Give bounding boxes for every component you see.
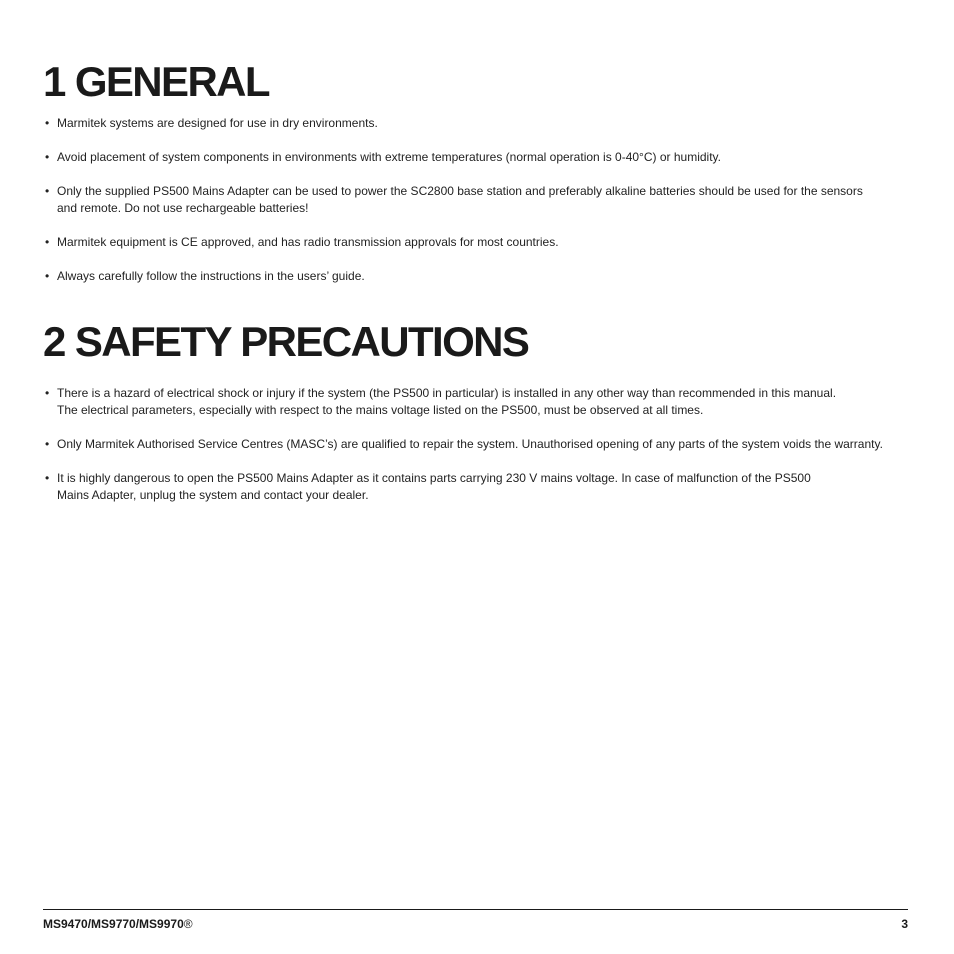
- bullet-icon: •: [45, 235, 50, 249]
- list-item-text: There is a hazard of electrical shock or injury if the system (the PS500 in particular) is installed in any other way than recommended in this manual.: [57, 386, 837, 400]
- list-item: [45, 385, 925, 419]
- list-item-text: Always carefully follow the instructions in the users’ guide.: [57, 269, 365, 283]
- page-number: 3: [901, 917, 908, 931]
- list-item-text: Only the supplied PS500 Mains Adapter can be used to power the SC2800 base station and preferably alkaline batteries should be used for the sensors: [57, 184, 863, 198]
- bullet-icon: •: [45, 116, 50, 130]
- footer-model-name: [43, 916, 193, 932]
- list-item: [45, 183, 925, 217]
- footer-divider: [43, 909, 908, 910]
- bullet-icon: •: [45, 269, 50, 283]
- registered-mark: ®: [183, 917, 193, 931]
- list-item-text: It is highly dangerous to open the PS500 Mains Adapter as it contains parts carrying 230 V mains voltage. In case of malfunction of the PS500: [57, 471, 811, 485]
- list-item-text: Only Marmitek Authorised Service Centres (MASC’s) are qualified to repair the system. Unauthorised opening of any parts of the system voids the warranty.: [57, 437, 883, 451]
- list-item: [45, 436, 925, 453]
- bullet-icon: •: [45, 184, 50, 198]
- list-item-text: Mains Adapter, unplug the system and contact your dealer.: [57, 488, 369, 502]
- section-heading-safety-precautions: 2 SAFETY PRECAUTIONS: [43, 318, 529, 365]
- list-item-text: Marmitek systems are designed for use in dry environments.: [57, 116, 378, 130]
- bullet-icon: •: [45, 386, 50, 400]
- list-item-text: and remote. Do not use rechargeable batteries!: [57, 201, 309, 215]
- list-item-text: Avoid placement of system components in environments with extreme temperatures (normal operation is 0-40°C) or humidity.: [57, 150, 721, 164]
- list-item: [45, 115, 925, 132]
- list-item-text: The electrical parameters, especially with respect to the mains voltage listed on the PS500, must be observed at all times.: [57, 403, 704, 417]
- list-item: [45, 149, 925, 166]
- list-item: [45, 234, 925, 251]
- bullet-icon: •: [45, 437, 50, 451]
- general-bullet-list: [45, 115, 925, 302]
- bullet-icon: •: [45, 471, 50, 485]
- safety-bullet-list: [45, 385, 925, 521]
- section-heading-general: 1 GENERAL: [43, 58, 269, 105]
- footer-model-text: MS9470/MS9770/MS9970: [43, 917, 184, 931]
- list-item: [45, 470, 925, 504]
- list-item-text: Marmitek equipment is CE approved, and has radio transmission approvals for most countries.: [57, 235, 559, 249]
- bullet-icon: •: [45, 150, 50, 164]
- list-item: [45, 268, 925, 285]
